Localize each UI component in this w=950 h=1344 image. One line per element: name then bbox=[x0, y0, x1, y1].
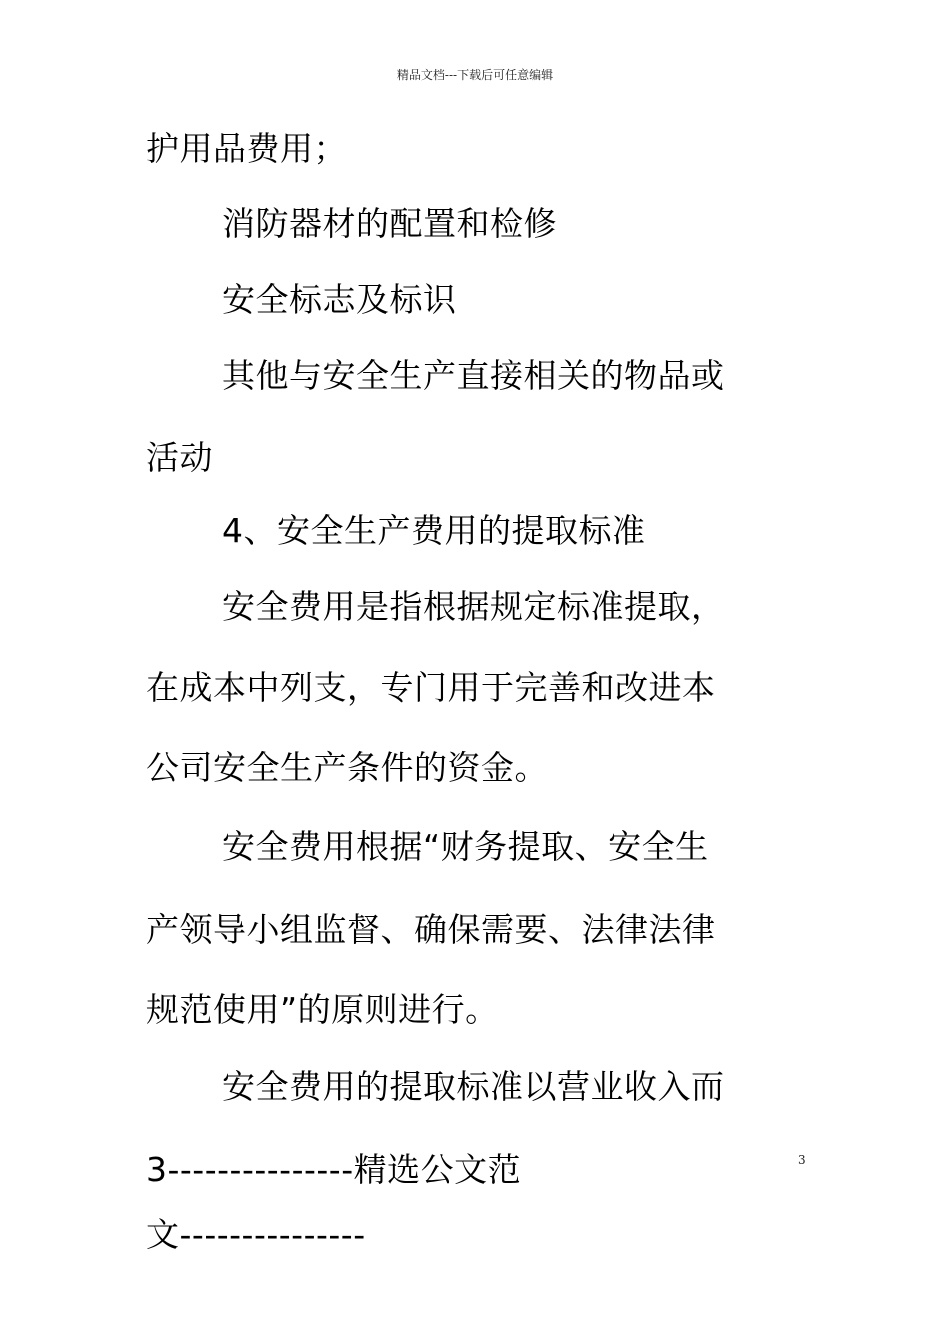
body-line-1: 护用品费用； bbox=[146, 129, 347, 168]
body-line-10: 安全费用根据“财务提取、安全生 bbox=[222, 827, 709, 866]
body-line-4: 其他与安全生产直接相关的物品或 bbox=[222, 356, 725, 395]
footer-line-1: 3---------------精选公文范 bbox=[146, 1150, 522, 1189]
body-line-12: 规范使用”的原则进行。 bbox=[146, 990, 499, 1029]
body-line-7: 安全费用是指根据规定标准提取， bbox=[222, 587, 725, 626]
body-line-9: 公司安全生产条件的资金。 bbox=[146, 748, 548, 787]
body-line-2: 消防器材的配置和检修 bbox=[222, 204, 557, 243]
body-line-5: 活动 bbox=[146, 438, 213, 477]
page-number: 3 bbox=[798, 1153, 806, 1167]
footer-line-2: 文--------------- bbox=[146, 1215, 366, 1254]
body-line-8: 在成本中列支，专门用于完善和改进本 bbox=[146, 668, 716, 707]
body-line-13: 安全费用的提取标准以营业收入而 bbox=[222, 1067, 725, 1106]
page-header: 精品文档---下载后可任意编辑 bbox=[396, 68, 554, 82]
body-line-3: 安全标志及标识 bbox=[222, 280, 457, 319]
section-heading: 4、安全生产费用的提取标准 bbox=[222, 511, 646, 550]
body-line-11: 产领导小组监督、确保需要、法律法律 bbox=[146, 910, 716, 949]
